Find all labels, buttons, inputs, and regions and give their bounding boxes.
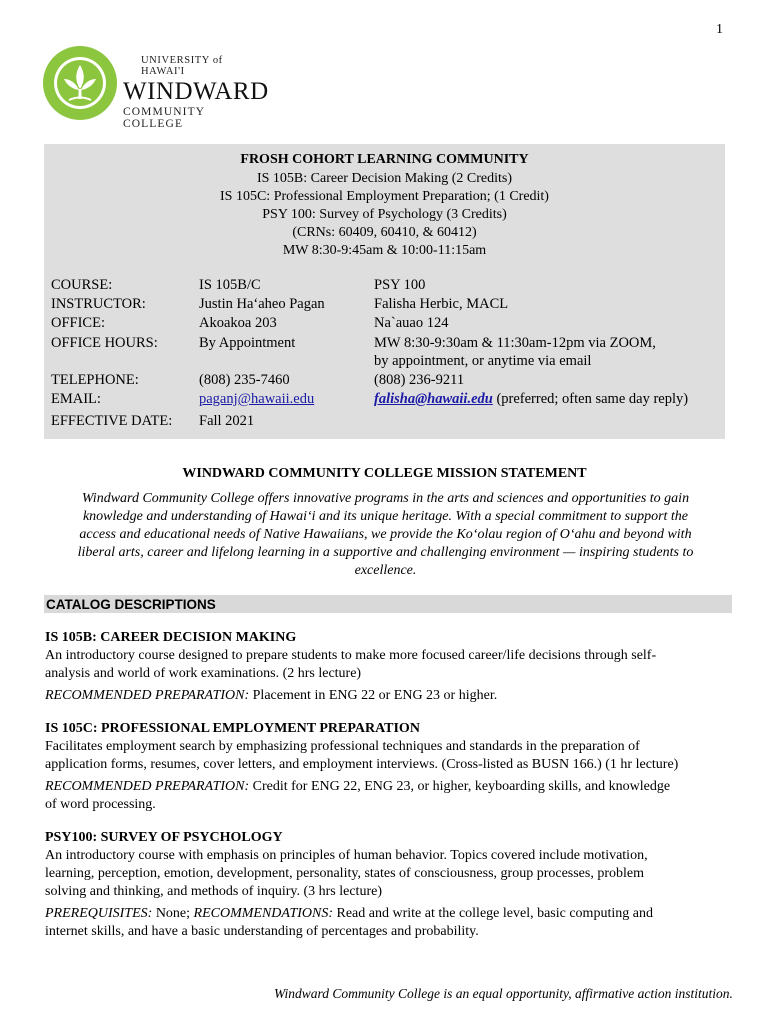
instructor-label: INSTRUCTOR: [51, 296, 146, 312]
course-is105c [45, 720, 735, 814]
course-description: learning, perception, emotion, development, personality, states of consciousness, group processes, problem [45, 866, 644, 881]
course-label: COURSE: [51, 277, 113, 293]
mission-statement [48, 490, 723, 580]
email-label: EMAIL: [51, 391, 101, 407]
recs-text-continued: internet skills, and have a basic understanding of percentages and probability. [45, 924, 479, 939]
office-hours-is: By Appointment [199, 335, 296, 351]
telephone-psy: (808) 236-9211 [374, 372, 465, 388]
course-description: Facilitates employment search by emphasizing professional techniques and standards in the preparation of [45, 739, 640, 754]
rec-label: RECOMMENDED PREPARATION: [45, 779, 250, 794]
rec-text: Credit for ENG 22, ENG 23, or higher, keyboarding skills, and knowledge [249, 779, 671, 794]
course-description: An introductory course designed to prepare students to make more focused career/life decisions through self- [45, 648, 657, 663]
course-heading: IS 105B: CAREER DECISION MAKING [45, 630, 297, 645]
recommended-preparation [45, 687, 735, 705]
prereq-label: PREREQUISITES: [45, 906, 153, 921]
office-hours-psy-line1: MW 8:30-9:30am & 11:30am-12pm via ZOOM, [374, 335, 656, 351]
office-psy: Na`auao 124 [374, 315, 449, 331]
mission-line: excellence. [354, 563, 417, 578]
telephone-label: TELEPHONE: [51, 372, 139, 388]
instructor-is: Justin Ha‘aheo Pagan [199, 296, 325, 312]
crn-line: (CRNs: 60409, 60410, & 60412) [292, 225, 477, 240]
course-line-is105c: IS 105C: Professional Employment Preparation; (1 Credit) [220, 189, 549, 204]
mission-line: liberal arts, career and lifelong learning in a supportive and challenging environment — inspiring students to [77, 545, 694, 560]
cohort-title: FROSH COHORT LEARNING COMMUNITY [240, 152, 529, 167]
page-number: 1 [716, 22, 723, 37]
email-link-herbic[interactable]: falisha@hawaii.edu [374, 391, 493, 407]
university-name: UNIVERSITY of HAWAI'I [141, 55, 223, 77]
course-psy100 [45, 829, 735, 941]
email-link-pagan[interactable]: paganj@hawaii.edu [199, 391, 315, 407]
schedule-line: MW 8:30-9:45am & 10:00-11:15am [282, 243, 487, 258]
course-line-is105b: IS 105B: Career Decision Making (2 Credits) [256, 171, 513, 186]
effective-date-label: EFFECTIVE DATE: [51, 413, 173, 429]
office-label: OFFICE: [51, 315, 105, 331]
course-value-is: IS 105B/C [199, 277, 261, 293]
rec-label: RECOMMENDED PREPARATION: [45, 688, 250, 703]
course-value-psy: PSY 100 [374, 277, 426, 293]
course-line-psy100: PSY 100: Survey of Psychology (3 Credits) [262, 207, 507, 222]
email-is-cell [199, 391, 314, 408]
course-description: analysis and world of work examinations. (2 hrs lecture) [45, 666, 362, 681]
course-heading: IS 105C: PROFESSIONAL EMPLOYMENT PREPARATION [45, 721, 420, 736]
recommended-preparation [45, 778, 735, 796]
college-subtitle: COMMUNITY COLLEGE [123, 106, 205, 130]
effective-date-value: Fall 2021 [199, 413, 255, 429]
course-description: application forms, resumes, cover letters, and employment interviews. (Cross-listed as BUSN 166.) (1 hr lecture) [45, 757, 679, 772]
equal-opportunity-footer: Windward Community College is an equal opportunity, affirmative action institution. [274, 986, 733, 1001]
course-heading: PSY100: SURVEY OF PSYCHOLOGY [45, 830, 283, 845]
course-description: An introductory course with emphasis on principles of human behavior. Topics covered include motivation, [45, 848, 648, 863]
office-is: Akoakoa 203 [199, 315, 277, 331]
course-is105b [45, 629, 735, 705]
catalog-title: CATALOG DESCRIPTIONS [46, 597, 216, 612]
mission-line: Windward Community College offers innovative programs in the arts and sciences and opportunities to gain [81, 491, 690, 506]
instructor-psy: Falisha Herbic, MACL [374, 296, 509, 312]
office-hours-label: OFFICE HOURS: [51, 335, 158, 351]
mission-line: knowledge and understanding of Hawai‘i and its unique heritage. With a special commitment to support the [82, 509, 689, 524]
college-name: WINDWARD [123, 78, 269, 105]
recs-label: RECOMMENDATIONS: [193, 906, 333, 921]
course-description: solving and thinking, and methods of inquiry. (3 hrs lecture) [45, 884, 382, 899]
college-wordmark [123, 55, 268, 130]
email-psy-cell [374, 391, 688, 408]
mission-line: access and educational needs of Native Hawaiians, we provide the Ko‘olau region of O‘ahu and beyond with [79, 527, 692, 542]
mission-title: WINDWARD COMMUNITY COLLEGE MISSION STATEMENT [182, 466, 587, 481]
telephone-is: (808) 235-7460 [199, 372, 290, 388]
recs-text: Read and write at the college level, basic computing and [333, 906, 653, 921]
prereq-text: None; [152, 906, 194, 921]
rec-text-continued: of word processing. [45, 797, 156, 812]
office-hours-psy-line2: by appointment, or anytime via email [374, 353, 592, 369]
college-seal-logo [42, 45, 118, 121]
rec-text: Placement in ENG 22 or ENG 23 or higher. [249, 688, 498, 703]
email-note: (preferred; often same day reply) [492, 391, 689, 407]
prerequisites [45, 905, 735, 923]
